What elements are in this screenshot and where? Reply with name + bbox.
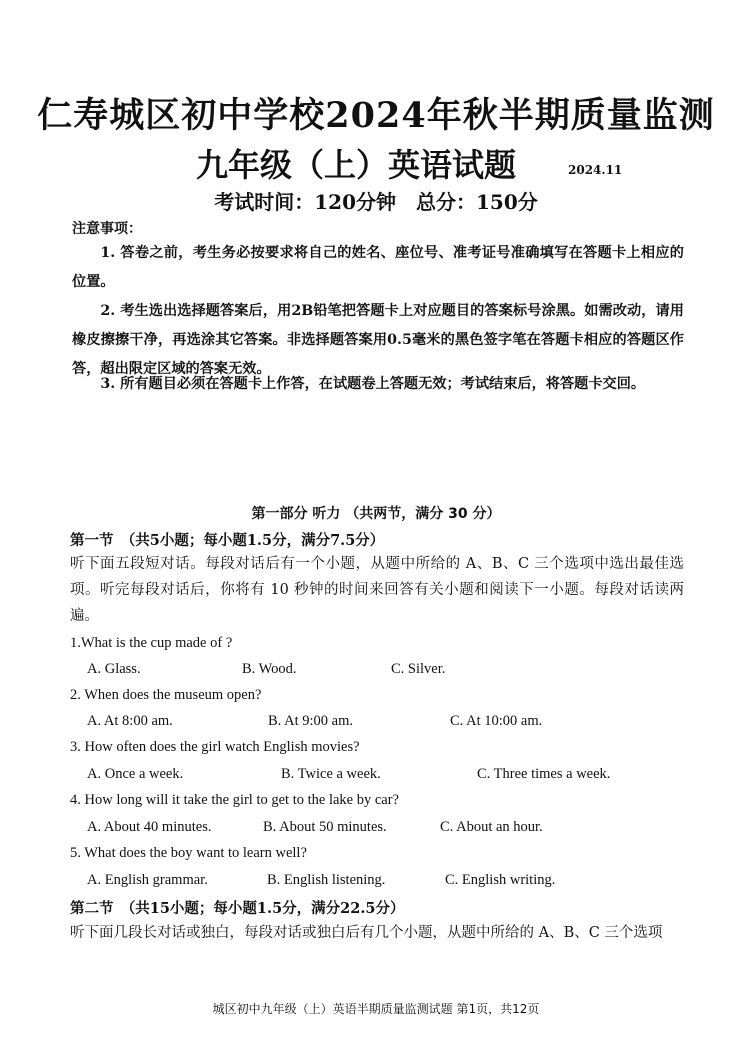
question-1-option-c: C. Silver. <box>391 661 446 677</box>
exam-subtitle: 九年级（上）英语试题 <box>196 146 517 184</box>
question-2-option-a: A. At 8:00 am. <box>87 713 173 729</box>
question-3-option-c: C. Three times a week. <box>477 766 611 782</box>
question-1-option-a: A. Glass. <box>87 661 141 677</box>
question-1-option-b: B. Wood. <box>242 661 297 677</box>
question-3-option-a: A. Once a week. <box>87 766 184 782</box>
note-item-2: 2. 考生选出选择题答案后，用2B铅笔把答题卡上对应题目的答案标号涂黑。如需改动，请用橡皮擦擦干净，再选涂其它答案。非选择题答案用0.5毫米的黑色签字笔在答题卡相应的答题区作答，超出限定区域的答案无效。 <box>72 303 684 377</box>
question-5-option-b: B. English listening. <box>267 872 386 888</box>
exam-time-and-score: 考试时间：120分钟 总分：150分 <box>214 190 538 214</box>
notes-heading: 注意事项： <box>72 221 142 237</box>
exam-title: 仁寿城区初中学校2024年秋半期质量监测 <box>37 95 715 136</box>
page-footer: 城区初中九年级（上）英语半期质量监测试题 第1页，共12页 <box>212 1002 540 1016</box>
part-one-heading: 第一部分 听力 （共两节，满分 30 分） <box>251 506 501 522</box>
question-2: 2. When does the museum open? <box>70 687 262 703</box>
note-item-3: 3. 所有题目必须在答题卡上作答，在试题卷上答题无效；考试结束后，将答题卡交回。 <box>100 376 646 392</box>
section-one-instructions: 听下面五段短对话。每段对话后有一个小题，从题中所给的 A、B、C 三个选项中选出最佳选项。听完每段对话后，你将有 10 秒钟的时间来回答有关小题和阅读下一小题。每段对话读两遍。 <box>70 556 684 624</box>
section-two-instructions: 听下面几段长对话或独白，每段对话或独白后有几个小题，从题中所给的 A、B、C 三个选项 <box>70 925 663 941</box>
section-two-heading: 第二节 （共15小题；每小题1.5分，满分22.5分） <box>70 900 405 917</box>
section-one-heading: 第一节 （共5小题；每小题1.5分，满分7.5分） <box>70 532 385 549</box>
question-3-option-b: B. Twice a week. <box>281 766 381 782</box>
exam-date: 2024.11 <box>568 163 623 177</box>
question-1: 1.What is the cup made of ? <box>70 635 233 651</box>
question-4-option-c: C. About an hour. <box>440 819 543 835</box>
question-4-option-a: A. About 40 minutes. <box>87 819 212 835</box>
note-item-1: 1. 答卷之前，考生务必按要求将自己的姓名、座位号、准考证号准确填写在答题卡上相应的位置。 <box>72 245 684 290</box>
question-2-option-c: C. At 10:00 am. <box>450 713 543 729</box>
question-5-option-a: A. English grammar. <box>87 872 208 888</box>
question-5-option-c: C. English writing. <box>445 872 556 888</box>
question-3: 3. How often does the girl watch English movies? <box>70 739 360 755</box>
question-4-option-b: B. About 50 minutes. <box>263 819 387 835</box>
question-2-option-b: B. At 9:00 am. <box>268 713 353 729</box>
question-4: 4. How long will it take the girl to get to the lake by car? <box>70 792 399 808</box>
question-5: 5. What does the boy want to learn well? <box>70 845 307 861</box>
